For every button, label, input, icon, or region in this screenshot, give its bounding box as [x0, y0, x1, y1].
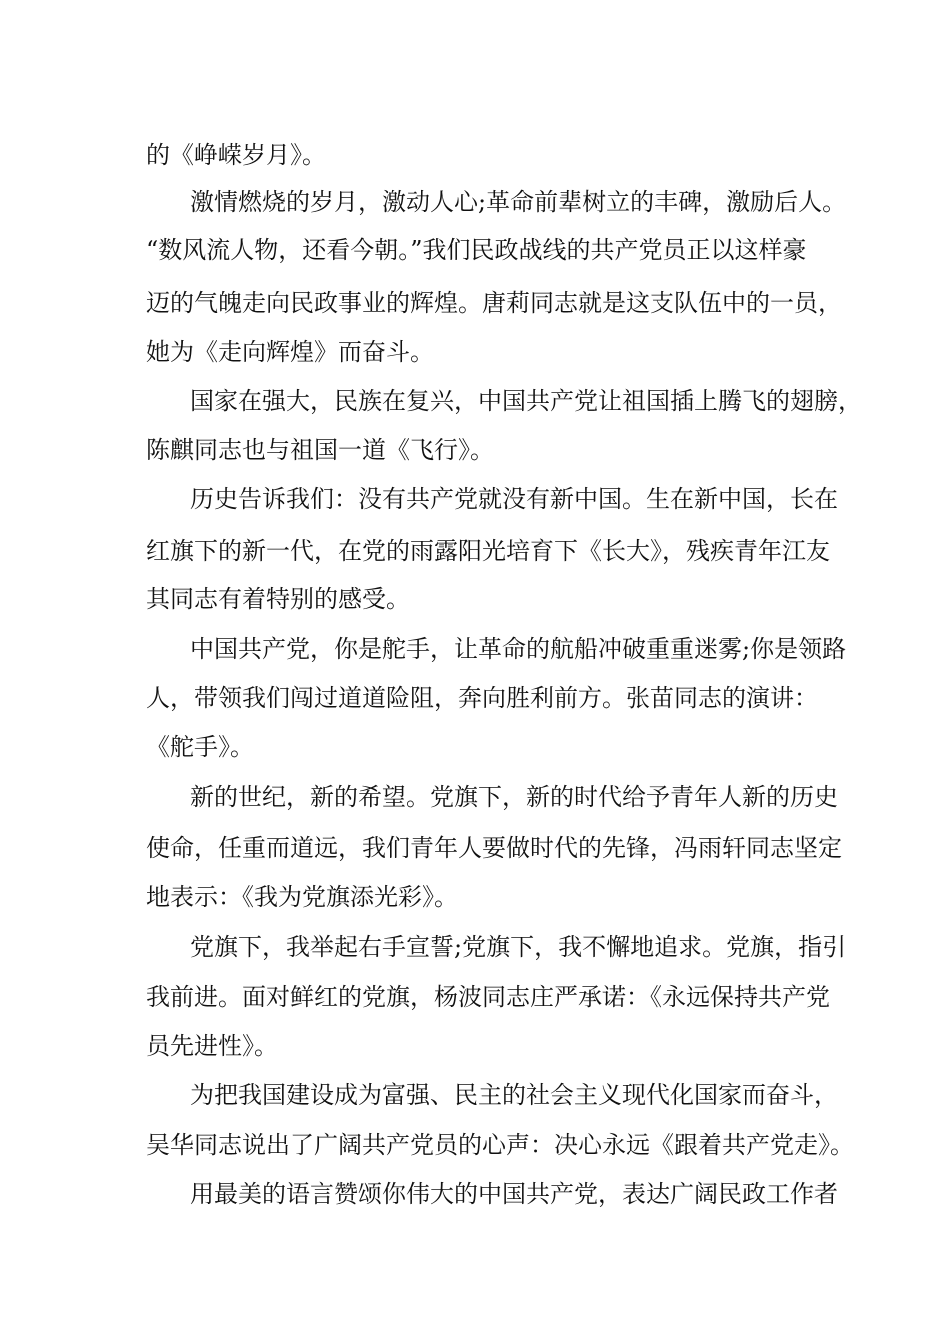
text-line: 的《峥嵘岁月》。 [146, 141, 326, 169]
text-line: “数风流人物，还看今朝。”我们民政战线的共产党员正以这样豪 [146, 236, 807, 264]
text-line: 迈的气魄走向民政事业的辉煌。唐莉同志就是这支队伍中的一员， [146, 289, 842, 317]
text-line: 她为《走向辉煌》而奋斗。 [146, 338, 434, 366]
text-line: 为把我国建设成为富强、民主的社会主义现代化国家而奋斗， [190, 1081, 838, 1109]
text-line: 人，带领我们闯过道道险阻，奔向胜利前方。张苗同志的演讲： [146, 684, 818, 712]
text-line: 使命，任重而道远，我们青年人要做时代的先锋，冯雨轩同志坚定 [146, 834, 842, 862]
text-line: 党旗下，我举起右手宣誓;党旗下，我不懈地追求。党旗，指引 [190, 933, 847, 961]
text-line: 我前进。面对鲜红的党旗，杨波同志庄严承诺：《永远保持共产党 [146, 983, 830, 1011]
text-line: 《舵手》。 [146, 733, 254, 761]
text-line: 历史告诉我们：没有共产党就没有新中国。生在新中国，长在 [190, 485, 838, 513]
text-line: 中国共产党，你是舵手，让革命的航船冲破重重迷雾;你是领路 [190, 635, 847, 663]
text-line: 红旗下的新一代，在党的雨露阳光培育下《长大》，残疾青年江友 [146, 537, 830, 565]
text-line: 其同志有着特别的感受。 [146, 585, 410, 613]
text-line: 地表示：《我为党旗添光彩》。 [146, 883, 458, 911]
text-line: 陈麒同志也与祖国一道《飞行》。 [146, 436, 494, 464]
text-line: 新的世纪，新的希望。党旗下，新的时代给予青年人新的历史 [190, 783, 838, 811]
text-line: 用最美的语言赞颂你伟大的中国共产党，表达广阔民政工作者 [190, 1180, 838, 1208]
text-line: 员先进性》。 [146, 1032, 278, 1060]
text-line: 吴华同志说出了广阔共产党员的心声：决心永远《跟着共产党走》。 [146, 1131, 854, 1159]
text-line: 国家在强大，民族在复兴，中国共产党让祖国插上腾飞的翅膀， [190, 387, 862, 415]
text-line: 激情燃烧的岁月，激动人心;革命前辈树立的丰碑，激励后人。 [190, 188, 847, 216]
